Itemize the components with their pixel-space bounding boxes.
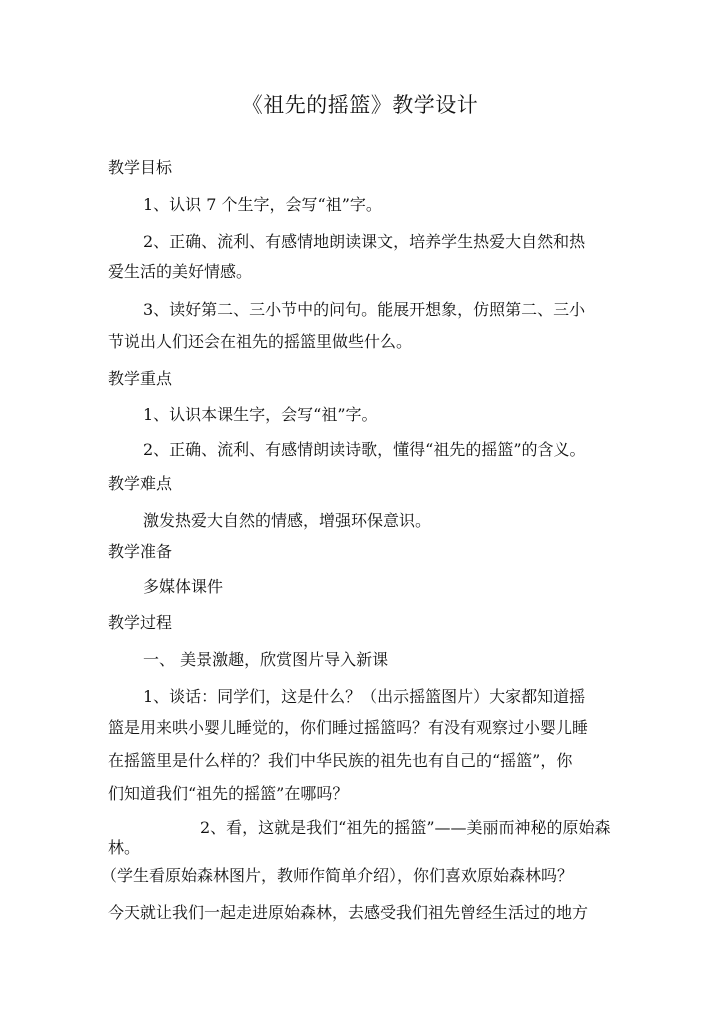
process-paragraph-1-cont-2: 在摇篮里是什么样的？我们中华民族的祖先也有自己的“摇篮”，你 [108,751,573,770]
objective-item-3-cont: 节说出人们还会在祖先的摇篮里做些什么。 [108,332,413,351]
section-heading-difficulties: 教学难点 [108,474,173,493]
section-heading-key-points: 教学重点 [108,369,173,388]
document-title: 《祖先的摇篮》教学设计 [241,93,479,117]
process-paragraph-1: 1、谈话：同学们，这是什么？（出示摇篮图片）大家都知道摇 [143,687,586,706]
objective-item-1: 1、认识 7 个生字，会写“祖”字。 [143,195,382,214]
process-paragraph-2-cont: 林。 [108,838,141,857]
key-point-item-2: 2、正确、流利、有感情朗读诗歌，懂得“祖先的摇篮”的含义。 [143,440,586,459]
process-paragraph-3-cont: 今天就让我们一起走进原始森林，去感受我们祖先曾经生活过的地方 [108,903,589,922]
key-point-item-1: 1、认识本课生字，会写“祖”字。 [143,405,378,424]
difficulty-item: 激发热爱大自然的情感，增强环保意识。 [143,511,432,530]
process-paragraph-2: 2、看，这就是我们“祖先的摇篮”——美丽而神秘的原始森 [200,818,611,837]
objective-item-2: 2、正确、流利、有感情地朗读课文，培养学生热爱大自然和热 [143,232,586,251]
process-paragraph-1-cont-3: 们知道我们“祖先的摇篮”在哪吗？ [108,784,349,803]
process-paragraph-3: （学生看原始森林图片，教师作简单介绍），你们喜欢原始森林吗？ [101,866,574,885]
objective-item-2-cont: 爱生活的美好情感。 [108,262,253,281]
section-heading-preparation: 教学准备 [108,542,173,561]
process-step-1-heading: 一、 美景激趣，欣赏图片导入新课 [143,650,389,669]
objective-item-3: 3、读好第二、三小节中的问句。能展开想象，仿照第二、三小 [143,300,586,319]
process-paragraph-1-cont-1: 篮是用来哄小婴儿睡觉的，你们睡过摇篮吗？有没有观察过小婴儿睡 [108,718,589,737]
preparation-item: 多媒体课件 [143,577,224,596]
section-heading-objectives: 教学目标 [108,158,173,177]
section-heading-process: 教学过程 [108,613,173,632]
